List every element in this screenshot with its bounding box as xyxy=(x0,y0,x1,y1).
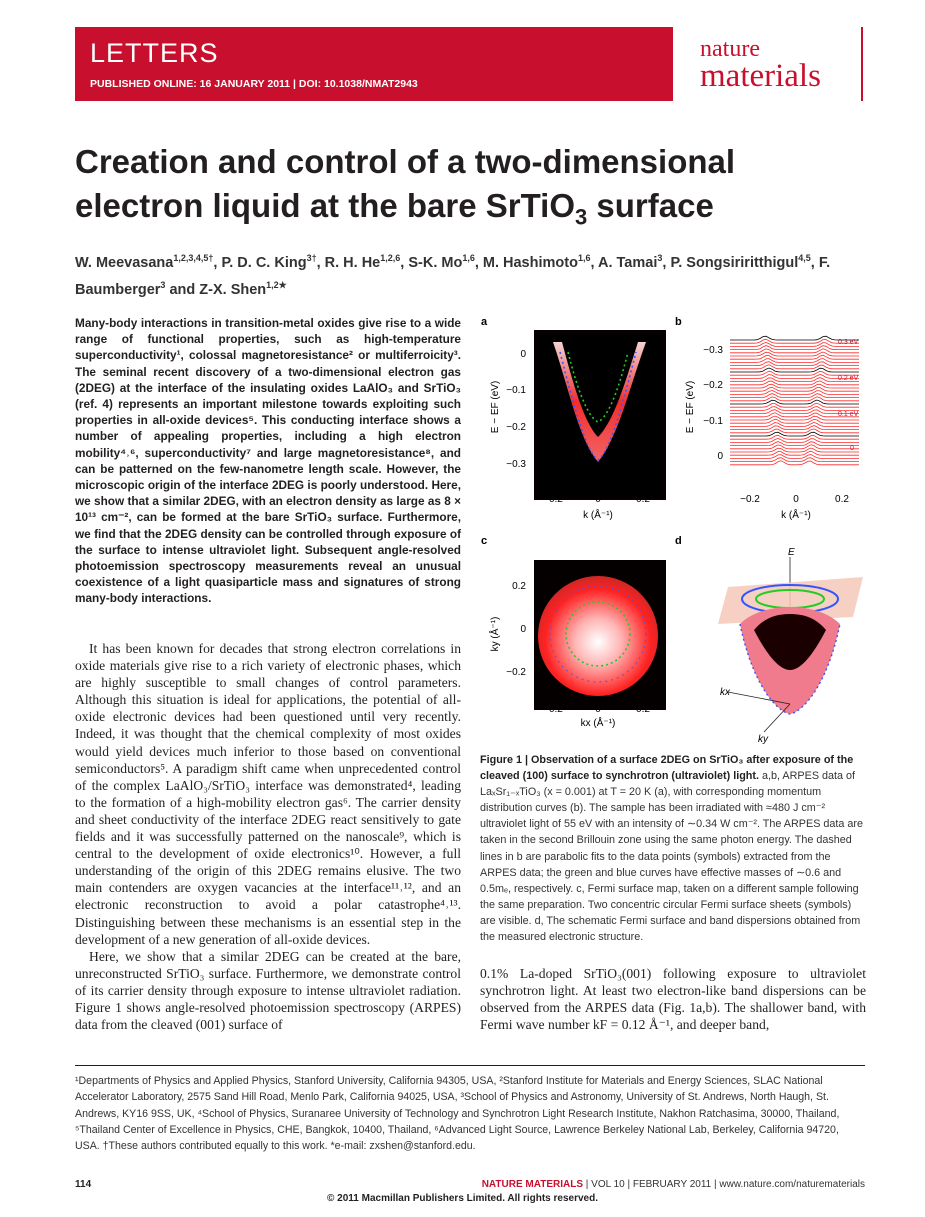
d-axis-kx: kx xyxy=(720,687,730,698)
c-xtick: 0.2 xyxy=(636,704,650,715)
b-ytick: −0.3 xyxy=(703,345,723,356)
c-ylabel: ky (Å⁻¹) xyxy=(490,616,501,652)
page-number: 114 xyxy=(75,1179,92,1190)
b-xlabel: k (Å⁻¹) xyxy=(781,510,811,521)
panel-b-xaxis xyxy=(740,494,849,505)
panel-c-yaxis xyxy=(506,581,526,678)
panel-a-yaxis xyxy=(506,349,526,470)
title-line-1: Creation and control of a two-dimensional xyxy=(75,143,736,180)
a-xlabel: k (Å⁻¹) xyxy=(583,510,613,521)
paragraph-3: 0.1% La-doped SrTiO₃(001) following exposure to ultraviolet synchrotron light. At least two electron-like band dispersions can be observed from the ARPES data (Fig. 1a,b). The shallower band, with Fermi wave number kF = 0.12 Å⁻¹, and deeper band, xyxy=(480,966,866,1033)
title-line-2: electron liquid at the bare SrTiO$_3$ surface xyxy=(75,187,714,230)
panel-a-label: a xyxy=(481,316,488,328)
author: S-K. Mo$^{1,6}$ xyxy=(408,253,475,271)
affiliations: ¹Departments of Physics and Applied Physics, Stanford University, California 94305, USA, ²Stanford Institute for Materials and Energy Sciences, SLAC National Accelerator Laboratory, 2575 Sand Hill Road, Menlo Park, California 94025, USA, ³School of Physics and Astronomy, University of St. Andrews, North Haugh, St. Andrews, KY16 9SS, UK, ⁴School of Physics, Suranaree University of Technology and Synchrotron Light Research Institute, Nakhon Ratchasima, 30000, Thailand, ⁵Thailand Center of Excellence in Physics, CHE, Bangkok, 10400, Thailand, ⁶Advanced Light Source, Lawrence Berkeley National Lab, Berkeley, California 94720, USA. †These authors contributed equally to this work. *e-mail: zxshen@stanford.edu. xyxy=(75,1075,840,1153)
panel-b-label: b xyxy=(675,316,682,328)
author: A. Tamai$^3$ xyxy=(598,253,663,271)
d-axis-e: E xyxy=(788,547,795,558)
b-xtick: 0 xyxy=(793,494,799,505)
figure-1 xyxy=(478,312,870,747)
section-label: LETTERS xyxy=(90,38,219,68)
footnote-rule xyxy=(75,1065,865,1066)
a-xtick: 0 xyxy=(595,494,601,505)
published-line: PUBLISHED ONLINE: 16 JANUARY 2011 | DOI: 10.1038/NMAT2943 xyxy=(90,78,418,90)
caption-body: a,b, ARPES data of LaₓSr₁₋ₓTiO₃ (x = 0.001) at T = 20 K (a), with corresponding momentum distribution curves (b). The sample has been irradiated with ≈480 J cm⁻² ultraviolet light of 55 eV with an intensity of ∼0.34 W cm⁻². The ARPES data are taken in the second Brillouin zone using the same photon energy. The dashed lines in b are parabolic fits to the data points (symbols) extracted from the ARPES data; the green and blue curves have effective masses of ∼0.6 and 0.5mₑ, respectively. c, Fermi surface map, taken on a different sample following the same preparation. Two concentric circular Fermi surface sheets (symbols) are visible. d, The schematic Fermi surface and band dispersions obtained from the measured electronic structure. xyxy=(480,770,864,944)
footer-journal: NATURE MATERIALS | VOL 10 | FEBRUARY 2011 | www.nature.com/naturematerials xyxy=(481,1179,865,1190)
figure-caption xyxy=(480,752,866,945)
panel-c-label: c xyxy=(481,535,488,547)
c-xlabel: kx (Å⁻¹) xyxy=(580,718,616,729)
abstract: Many-body interactions in transition-metal oxides give rise to a wide range of functional properties, such as high-temperature superconductivity¹, colossal magnetoresistance² or multiferroicity³. The seminal recent discovery of a two-dimensional electron gas (2DEG) at the interface of the insulating oxides LaAlO₃ and SrTiO₃ (ref. 4) represents an important milestone towards exploiting such properties in all-oxide devices⁵. This conducting interface shows a number of appealing properties, including a high electron mobility⁴˒⁶, superconductivity⁷ and large magnetoresistance⁸, and can be patterned on the few-nanometre length scale. However, the microscopic origin of the interface 2DEG is poorly understood. Here, we show that a similar 2DEG, with an electron density as large as 8 × 10¹³ cm⁻², can be formed at the bare SrTiO₃ surface. Furthermore, we find that the 2DEG density can be controlled through exposure of the surface to intense ultraviolet light. Subsequent angle-resolved photoemission spectroscopy measurements reveal an unusual coexistence of a light quasiparticle mass and signatures of strong many-body interactions. xyxy=(75,316,461,606)
a-xtick: 0.2 xyxy=(636,494,650,505)
panel-b-yaxis xyxy=(703,345,723,462)
author: Z-X. Shen$^{1,2★}$ xyxy=(199,279,287,298)
author: W. Meevasana$^{1,2,3,4,5\dagger}$ xyxy=(75,253,214,271)
author: R. H. He$^{1,2,6}$ xyxy=(324,253,401,271)
a-ytick: 0 xyxy=(520,349,526,360)
b-xtick: −0.2 xyxy=(740,494,760,505)
a-ytick: −0.2 xyxy=(506,422,526,433)
author-list: W. Meevasana$^{1,2,3,4,5\dagger}$, P. D. C. King$^{3\dagger}$, R. H. He$^{1,2,6}$, S-K. Mo$^{1,6}$, M. Hashimoto$^{1,6}$, A. Tamai$^3$, P. Songsiriritthigul$^{4,5}$, F. Baumberger$^3$ and Z-X. Shen$^{1,2★}$ xyxy=(75,253,831,298)
b-trace-label: 0.3 eV xyxy=(838,339,859,346)
b-xtick: 0.2 xyxy=(835,494,849,505)
fermi-surface-map xyxy=(538,576,658,696)
author: P. D. C. King$^{3\dagger}$ xyxy=(221,253,317,271)
c-xtick: −0.2 xyxy=(543,704,563,715)
a-ylabel: E − EF (eV) xyxy=(490,380,501,434)
caption-lead: Figure 1 | Observation of a surface 2DEG on SrTiO₃ after exposure of the cleaved (100) surface to synchrotron (ultraviolet) light. xyxy=(480,754,854,783)
b-trace-label: 0 xyxy=(850,445,854,452)
c-ytick: −0.2 xyxy=(506,667,526,678)
article-title xyxy=(75,140,855,240)
panel-b-mdc-traces xyxy=(730,336,859,465)
b-ytick: −0.1 xyxy=(703,416,723,427)
b-ytick: −0.2 xyxy=(703,380,723,391)
copyright: © 2011 Macmillan Publishers Limited. All rights reserved. xyxy=(327,1193,598,1204)
panel-d-label: d xyxy=(675,535,682,547)
c-xtick: 0 xyxy=(595,704,601,715)
b-trace-label: 0.1 eV xyxy=(838,411,859,418)
c-ytick: 0 xyxy=(520,624,526,635)
b-ytick: 0 xyxy=(717,451,723,462)
body-text-left xyxy=(75,640,461,1033)
author: F. Baumberger$^3$ xyxy=(75,254,831,298)
a-xtick: −0.2 xyxy=(543,494,563,505)
paragraph-1: It has been known for decades that strong electron correlations in oxide materials give rise to a rich variety of electronic phases, which are highly susceptible to small changes of control parameters. Although this situation is ideal for applications, the potential of all-oxide electronic devices had been questioned until very recently. Indeed, it was thought that the chemical complexity of most oxides would yield devices much inferior to those based on conventional semiconductors⁵. A paradigm shift came when unprecedented control of the complex LaAlO₃/SrTiO₃ interface was demonstrated⁴, leading to the formation of a high-mobility electron gas⁶. The carrier density and sheet conductivity of the interface 2DEG react sensitively to gate fields and it was successfully patterned on the nanoscale⁹, which is central to the development of oxide electronics¹⁰. However, a full understanding of the origin of this 2DEG remains elusive. The two main contenders are oxygen vacancies at the interface¹¹˒¹², and an electronic reconstruction to avoid a polar catastrophe⁴˒¹³. Distinguishing between these mechanisms is an essential step in the development of a new generation of all-oxide devices. xyxy=(75,641,461,947)
author: P. Songsiriritthigul$^{4,5}$ xyxy=(670,253,811,271)
body-text-right xyxy=(480,965,866,1033)
schematic-band-diagram xyxy=(718,557,863,732)
paragraph-2: Here, we show that a similar 2DEG can be created at the bare, unreconstructed SrTiO₃ surface. Furthermore, we demonstrate control of its carrier density through exposure to intense ultraviolet radiation. Figure 1 shows angle-resolved photoemission spectroscopy (ARPES) data from the cleaved (001) surface of xyxy=(75,948,461,1033)
a-ytick: −0.1 xyxy=(506,385,526,396)
logo-materials: materials xyxy=(700,58,821,94)
c-ytick: 0.2 xyxy=(512,581,526,592)
d-axis-ky: ky xyxy=(758,734,768,745)
logo-nature: nature xyxy=(700,36,760,62)
a-ytick: −0.3 xyxy=(506,459,526,470)
b-ylabel: E − EF (eV) xyxy=(685,380,696,434)
author: M. Hashimoto$^{1,6}$ xyxy=(482,253,591,271)
b-trace-label: 0.2 eV xyxy=(838,375,859,382)
